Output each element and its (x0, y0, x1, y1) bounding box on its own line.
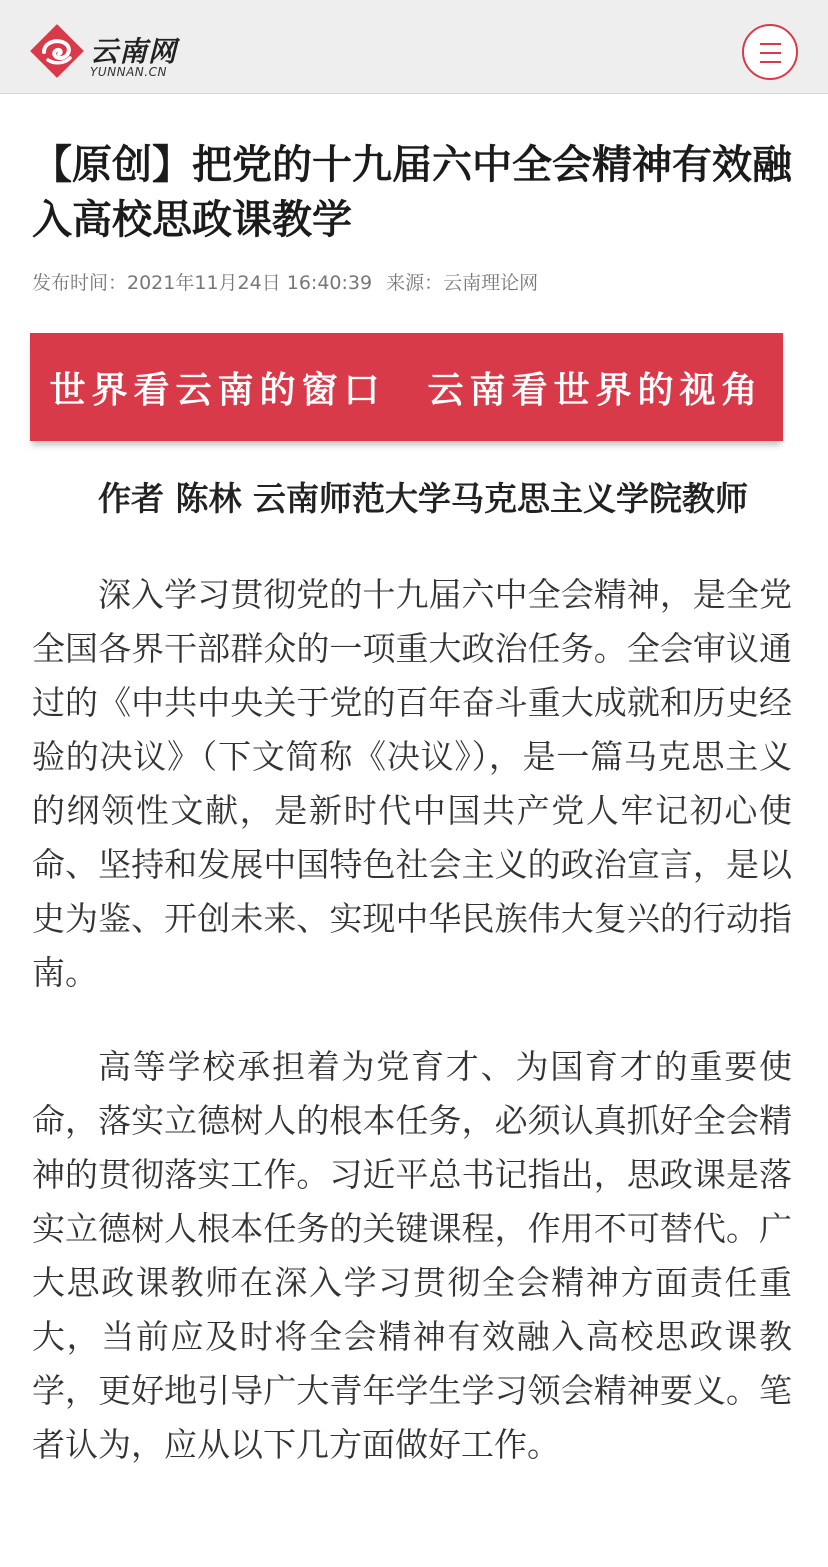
menu-button[interactable] (742, 24, 798, 80)
yunnan-logo-icon (28, 22, 86, 80)
logo-chinese-text: 云南网 (90, 35, 178, 68)
article-title: 【原创】把党的十九届六中全会精神有效融入高校思政课教学 (32, 142, 792, 243)
site-header (0, 0, 828, 94)
slogan-banner (30, 333, 783, 441)
article-author: 作者 陈林 云南师范大学马克思主义学院教师 (98, 479, 748, 518)
article-source: 来源：云南理论网 (386, 272, 539, 294)
logo-english-text: YUNNAN.CN (90, 65, 167, 79)
banner-slogan: 世界看云南的窗口 云南看世界的视角 (49, 368, 764, 411)
site-logo[interactable] (28, 22, 198, 82)
publish-time: 发布时间：2021年11月24日 16:40:39 (32, 272, 373, 294)
article-body (32, 472, 792, 1512)
paragraph: 高等学校承担着为党育才、为国育才的重要使命，落实立德树人的根本任务，必须认真抓好全会精神的贯彻落实工作。习近平总书记指出，思政课是落实立德树人根本任务的关键课程，作用不可替代。广大思政课教师在深入学习贯彻全会精神方面责任重大，当前应及时将全会精神有效融入高校思政课教学，更好地引导广大青年学生学习领会精神要义。笔者认为，应从以下几方面做好工作。 (32, 1047, 792, 1464)
article-meta (32, 268, 792, 295)
paragraph: 深入学习贯彻党的十九届六中全会精神，是全党全国各界干部群众的一项重大政治任务。全会审议通过的《中共中央关于党的百年奋斗重大成就和历史经验的决议》（下文简称《决议》），是一篇马克思主义的纲领性文献，是新时代中国共产党人牢记初心使命、坚持和发展中国特色社会主义的政治宣言，是以史为鉴、开创未来、实现中华民族伟大复兴的行动指南。 (32, 575, 792, 992)
